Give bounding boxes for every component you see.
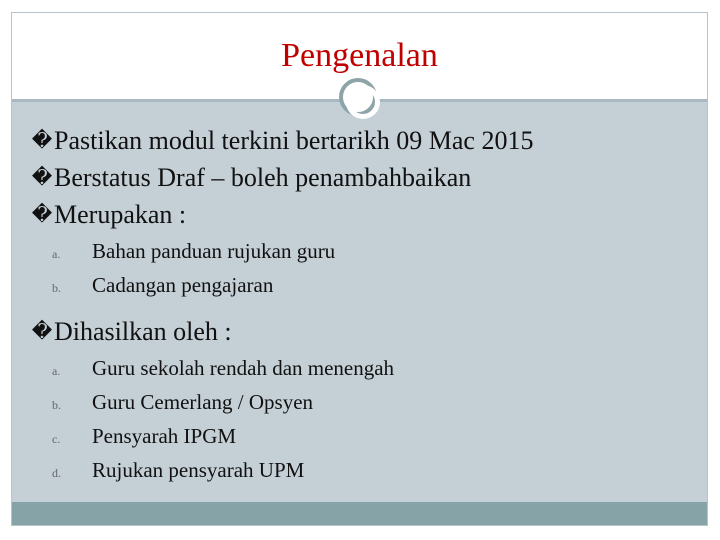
- divider-circle-icon: [339, 78, 377, 116]
- sub-item: [30, 353, 533, 387]
- bullet-item: [30, 125, 533, 156]
- bullet-list: [30, 125, 533, 501]
- sub-item: [30, 387, 533, 421]
- sub-text: Guru Cemerlang / Opsyen: [92, 390, 314, 414]
- sub-text: Bahan panduan rujukan guru: [92, 239, 336, 263]
- sub-text: Guru sekolah rendah dan menengah: [92, 356, 395, 380]
- sub-letter: a.: [52, 247, 61, 261]
- slide-title: Pengenalan: [281, 37, 438, 74]
- sub-letter: a.: [52, 364, 61, 378]
- bullet-icon: �: [31, 129, 53, 152]
- sub-letter: c.: [52, 432, 61, 446]
- footer-bar: [12, 502, 707, 525]
- bullet-text: Merupakan :: [54, 200, 187, 229]
- bullet-text: Berstatus Draf – boleh penambahbaikan: [54, 163, 472, 192]
- sub-item: [30, 270, 533, 304]
- sub-letter: b.: [52, 398, 61, 412]
- sub-text: Pensyarah IPGM: [92, 424, 237, 448]
- bullet-item: [30, 316, 533, 347]
- bullet-icon: �: [31, 203, 53, 226]
- sub-item: [30, 455, 533, 489]
- sub-item: [30, 236, 533, 270]
- sub-letter: d.: [52, 466, 61, 480]
- sub-text: Rujukan pensyarah UPM: [92, 458, 305, 482]
- bullet-text: Pastikan modul terkini bertarikh 09 Mac 2015: [54, 126, 534, 155]
- bullet-item: [30, 162, 533, 193]
- sub-list: [30, 236, 533, 304]
- sub-list: [30, 353, 533, 489]
- sub-text: Cadangan pengajaran: [92, 273, 274, 297]
- sub-item: [30, 421, 533, 455]
- bullet-item: [30, 199, 533, 230]
- bullet-icon: �: [31, 320, 53, 343]
- bullet-icon: �: [31, 166, 53, 189]
- sub-letter: b.: [52, 281, 61, 295]
- bullet-text: Dihasilkan oleh :: [54, 317, 232, 346]
